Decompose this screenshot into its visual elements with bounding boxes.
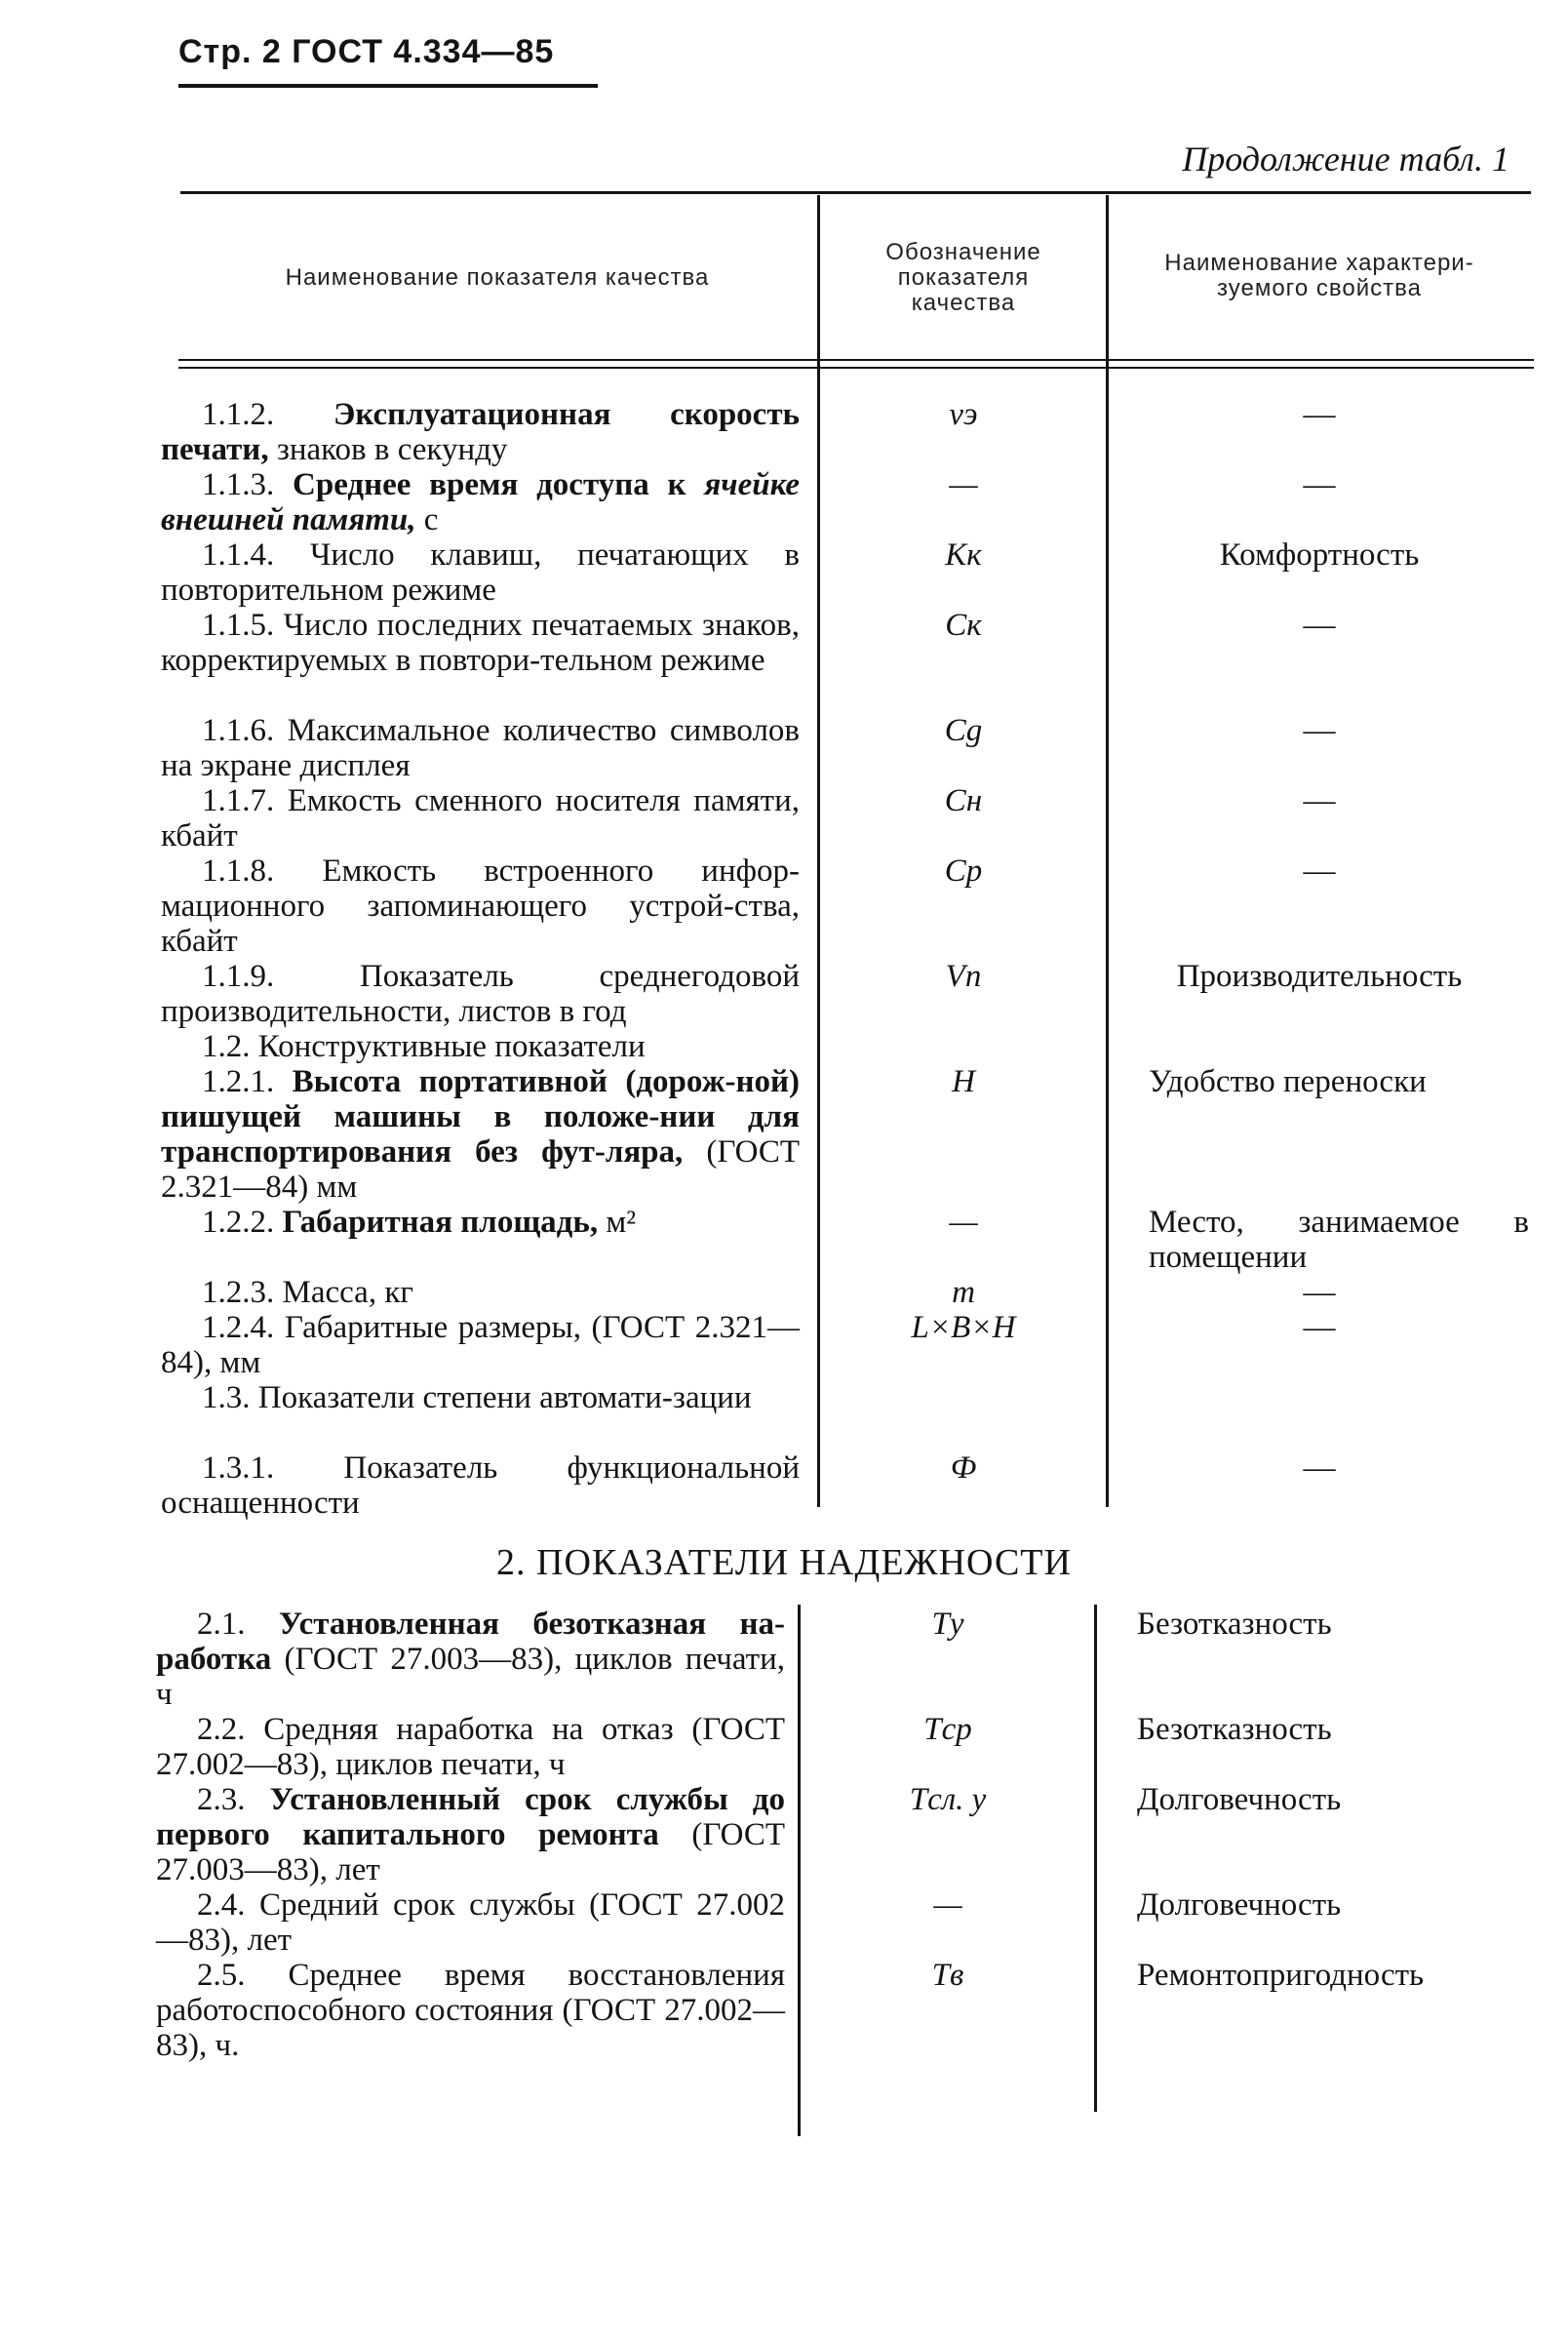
indicator-name: 1.1.6. Максимальное количество символов на экране дисплея bbox=[161, 713, 800, 783]
indicator-name: 1.2.2. Габаритная площадь, м² bbox=[202, 1205, 637, 1240]
indicator-symbol: Cp bbox=[944, 853, 983, 889]
indicator-property: — bbox=[1303, 1275, 1336, 1310]
indicator-name: 1.1.9. Показатель среднегодовой производительности, листов в год bbox=[161, 959, 801, 1029]
indicator-name: 1.1.8. Емкость встроенного инфор-мационного запоминающего устрой-ства, кбайт bbox=[161, 853, 800, 959]
table-column-divider bbox=[817, 195, 820, 1507]
indicator-symbol: Cg bbox=[944, 713, 983, 748]
indicator-symbol: Kк bbox=[945, 537, 982, 573]
indicator-symbol: — bbox=[949, 467, 978, 502]
indicator-name: 1.1.3. Среднее время доступа к ячейке внешней памяти, с bbox=[161, 467, 800, 537]
indicator-name: 1.1.7. Емкость сменного носителя памяти, кбайт bbox=[161, 783, 800, 853]
section-title: 2. ПОКАЗАТЕЛИ НАДЕЖНОСТИ bbox=[496, 1542, 1072, 1583]
indicator-property: Долговечность bbox=[1137, 1782, 1342, 1817]
indicator-symbol: Cк bbox=[945, 608, 982, 643]
indicator-symbol: — bbox=[933, 1887, 962, 1923]
indicator-name: 1.3.1. Показатель функциональной оснащенности bbox=[161, 1450, 800, 1521]
indicator-property: — bbox=[1303, 1450, 1336, 1486]
table-header-rule bbox=[178, 367, 1534, 369]
indicator-property: Долговечность bbox=[1137, 1887, 1342, 1923]
indicator-name: 2.1. Установленная безотказная на-работка (ГОСТ 27.003—83), циклов печати, ч bbox=[156, 1607, 785, 1712]
column-header-symbol: Обозначение показателя качества bbox=[885, 239, 1041, 316]
indicator-property: Производительность bbox=[1176, 959, 1463, 994]
indicator-name: 2.4. Средний срок службы (ГОСТ 27.002—83), лет bbox=[156, 1887, 785, 1958]
indicator-name: 1.2.3. Масса, кг bbox=[202, 1275, 413, 1310]
indicator-name: 1.2. Конструктивные показатели bbox=[202, 1029, 646, 1064]
indicator-symbol: Tу bbox=[931, 1607, 964, 1642]
indicator-symbol: Tв bbox=[931, 1958, 964, 1993]
table-column-divider bbox=[798, 1605, 801, 2136]
indicator-symbol: Ф bbox=[950, 1450, 977, 1486]
table-column-divider bbox=[1106, 195, 1109, 1507]
indicator-name: 1.3. Показатели степени автомати-зации bbox=[202, 1380, 752, 1415]
indicator-property: — bbox=[1303, 1310, 1336, 1345]
indicator-property: Удобство переноски bbox=[1149, 1064, 1427, 1099]
indicator-name: 1.1.2. Эксплуатационная скорость печати, знаков в секунду bbox=[161, 397, 800, 467]
indicator-property: — bbox=[1303, 783, 1336, 818]
indicator-property: Ремонтопригодность bbox=[1137, 1958, 1425, 1993]
column-header-property: Наименование характери- зуемого свойства bbox=[1164, 250, 1474, 301]
header-rule bbox=[178, 84, 598, 88]
indicator-symbol: H bbox=[952, 1064, 975, 1099]
indicator-property: Комфортность bbox=[1219, 537, 1420, 573]
indicator-property: — bbox=[1303, 397, 1336, 432]
indicator-property: — bbox=[1303, 608, 1336, 643]
indicator-property: Безотказность bbox=[1137, 1607, 1332, 1642]
table-header-rule bbox=[178, 359, 1534, 361]
indicator-name: 1.2.1. Высота портативной (дорож-ной) пишущей машины в положе-нии для транспортирования без фут-ляра, (ГОСТ 2.321—84) мм bbox=[161, 1064, 801, 1205]
indicator-name: 1.1.4. Число клавиш, печатающих в повторительном режиме bbox=[161, 537, 800, 608]
indicator-symbol: Tср bbox=[923, 1712, 972, 1747]
indicator-name: 1.2.4. Габаритные размеры, (ГОСТ 2.321—84), мм bbox=[161, 1310, 801, 1380]
table-column-divider bbox=[1094, 1605, 1097, 2112]
continuation-label: Продолжение табл. 1 bbox=[1182, 139, 1509, 179]
indicator-property: — bbox=[1303, 713, 1336, 748]
indicator-property: Безотказность bbox=[1137, 1712, 1332, 1747]
indicator-name: 2.3. Установленный срок службы до первого капитального ремонта (ГОСТ 27.003—83), лет bbox=[156, 1782, 786, 1887]
indicator-symbol: L×B×H bbox=[911, 1310, 1016, 1345]
indicator-name: 1.1.5. Число последних печатаемых знаков, корректируемых в повтори-тельном режиме bbox=[161, 608, 800, 678]
column-header-name: Наименование показателя качества bbox=[285, 264, 710, 291]
page-header: Стр. 2 ГОСТ 4.334—85 bbox=[178, 33, 555, 70]
table-top-rule bbox=[180, 191, 1531, 194]
indicator-symbol: — bbox=[949, 1205, 978, 1240]
indicator-property: — bbox=[1303, 467, 1336, 502]
indicator-symbol: m bbox=[952, 1275, 975, 1310]
indicator-symbol: Vп bbox=[945, 959, 982, 994]
indicator-symbol: Tсл. у bbox=[909, 1782, 987, 1817]
indicator-name: 2.2. Средняя наработка на отказ (ГОСТ 27.002—83), циклов печати, ч bbox=[156, 1712, 785, 1782]
indicator-name: 2.5. Среднее время восстановления работоспособного состояния (ГОСТ 27.002—83), ч. bbox=[156, 1958, 786, 2063]
indicator-property: Место, занимаемое в помещении bbox=[1149, 1205, 1529, 1275]
indicator-symbol: vэ bbox=[949, 397, 978, 432]
indicator-symbol: Cн bbox=[944, 783, 983, 818]
indicator-property: — bbox=[1303, 853, 1336, 889]
